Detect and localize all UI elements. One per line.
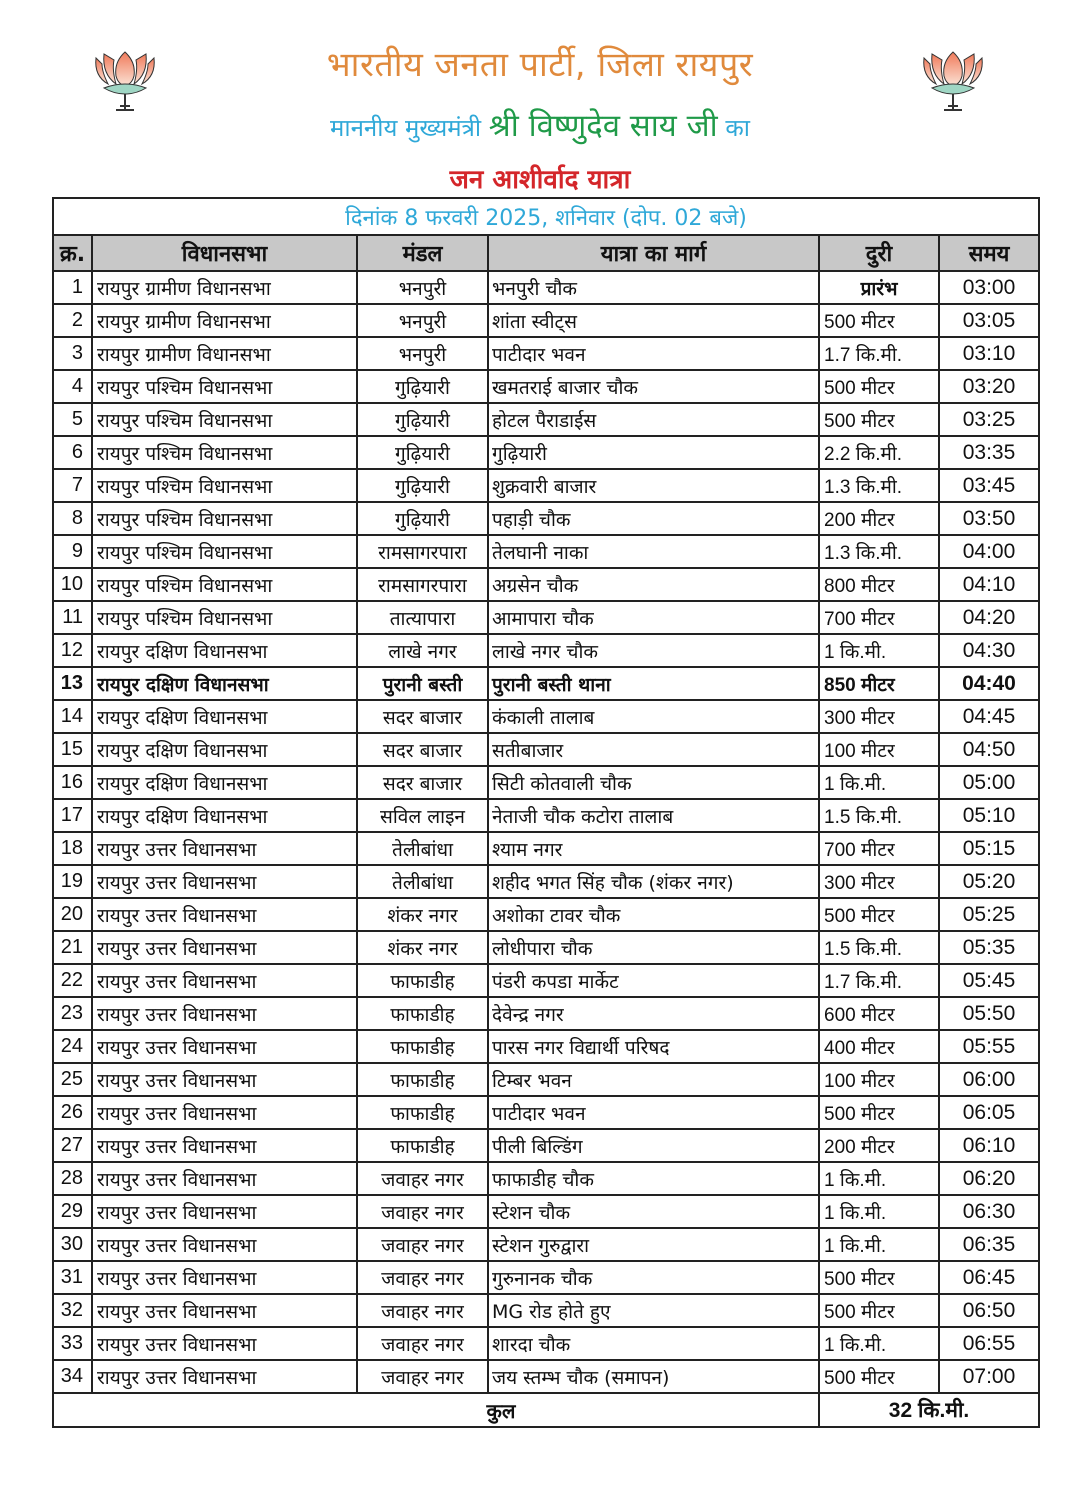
table-row [53,1195,1039,1228]
distance-cell: 1 कि.मी. [819,766,939,799]
serial-cell: 4 [53,370,92,403]
table-row [53,403,1039,436]
serial-cell: 5 [53,403,92,436]
serial-cell: 16 [53,766,92,799]
distance-cell: 800 मीटर [819,568,939,601]
vidhansabha-cell: रायपुर उत्तर विधानसभा [92,1063,357,1096]
distance-cell: 1.7 कि.मी. [819,964,939,997]
mandal-cell: गुढ़ियारी [357,502,488,535]
distance-cell: 300 मीटर [819,700,939,733]
distance-cell: 700 मीटर [819,832,939,865]
mandal-cell: फाफाडीह [357,964,488,997]
time-cell: 06:55 [939,1327,1039,1360]
table-row [53,1228,1039,1261]
route-cell: स्टेशन गुरुद्वारा [488,1228,819,1261]
distance-cell: 1.5 कि.मी. [819,931,939,964]
mandal-cell: जवाहर नगर [357,1327,488,1360]
time-cell: 06:05 [939,1096,1039,1129]
vidhansabha-cell: रायपुर दक्षिण विधानसभा [92,799,357,832]
mandal-cell: भनपुरी [357,337,488,370]
mandal-cell: तेलीबांधा [357,865,488,898]
serial-cell: 10 [53,568,92,601]
serial-cell: 27 [53,1129,92,1162]
subtitle-prefix: माननीय मुख्यमंत्री [330,114,482,142]
serial-cell: 21 [53,931,92,964]
vidhansabha-cell: रायपुर पश्चिम विधानसभा [92,469,357,502]
vidhansabha-cell: रायपुर उत्तर विधानसभा [92,1294,357,1327]
time-cell: 04:30 [939,634,1039,667]
vidhansabha-cell: रायपुर ग्रामीण विधानसभा [92,337,357,370]
route-cell: लाखे नगर चौक [488,634,819,667]
vidhansabha-cell: रायपुर उत्तर विधानसभा [92,1327,357,1360]
time-cell: 03:20 [939,370,1039,403]
vidhansabha-cell: रायपुर पश्चिम विधानसभा [92,403,357,436]
time-cell: 05:15 [939,832,1039,865]
distance-cell: 500 मीटर [819,898,939,931]
distance-cell: 1 कि.मी. [819,1327,939,1360]
distance-cell: 500 मीटर [819,1261,939,1294]
mandal-cell: सदर बाजार [357,766,488,799]
distance-cell: 1 कि.मी. [819,1162,939,1195]
vidhansabha-cell: रायपुर ग्रामीण विधानसभा [92,271,357,304]
distance-cell: 1.5 कि.मी. [819,799,939,832]
table-row [53,370,1039,403]
serial-cell: 13 [53,667,92,700]
serial-cell: 31 [53,1261,92,1294]
table-row [53,1030,1039,1063]
serial-cell: 29 [53,1195,92,1228]
route-cell: पाटीदार भवन [488,337,819,370]
table-row [53,502,1039,535]
table-row [53,1327,1039,1360]
mandal-cell: सदर बाजार [357,700,488,733]
vidhansabha-cell: रायपुर दक्षिण विधानसभा [92,733,357,766]
table-row [53,1294,1039,1327]
vidhansabha-cell: रायपुर पश्चिम विधानसभा [92,502,357,535]
table-row [53,1129,1039,1162]
table-row [53,568,1039,601]
serial-cell: 7 [53,469,92,502]
time-cell: 05:00 [939,766,1039,799]
time-cell: 03:25 [939,403,1039,436]
route-cell: गुढ़ियारी [488,436,819,469]
serial-cell: 26 [53,1096,92,1129]
vidhansabha-cell: रायपुर दक्षिण विधानसभा [92,766,357,799]
route-cell: शांता स्वीट्स [488,304,819,337]
time-cell: 03:35 [939,436,1039,469]
mandal-cell: फाफाडीह [357,1129,488,1162]
time-cell: 03:10 [939,337,1039,370]
distance-cell: 100 मीटर [819,1063,939,1096]
mandal-cell: जवाहर नगर [357,1294,488,1327]
mandal-cell: जवाहर नगर [357,1195,488,1228]
table-row [53,799,1039,832]
distance-cell: 1 कि.मी. [819,1228,939,1261]
vidhansabha-cell: रायपुर उत्तर विधानसभा [92,997,357,1030]
route-cell: जय स्तम्भ चौक (समापन) [488,1360,819,1393]
column-header-mandal: मंडल [357,235,488,271]
vidhansabha-cell: रायपुर उत्तर विधानसभा [92,1030,357,1063]
route-cell: देवेन्द्र नगर [488,997,819,1030]
mandal-cell: फाफाडीह [357,1096,488,1129]
serial-cell: 33 [53,1327,92,1360]
time-cell: 06:10 [939,1129,1039,1162]
serial-cell: 2 [53,304,92,337]
mandal-cell: फाफाडीह [357,997,488,1030]
serial-cell: 8 [53,502,92,535]
time-cell: 05:10 [939,799,1039,832]
table-row [53,700,1039,733]
vidhansabha-cell: रायपुर पश्चिम विधानसभा [92,601,357,634]
route-cell: श्याम नगर [488,832,819,865]
table-row [53,931,1039,964]
vidhansabha-cell: रायपुर उत्तर विधानसभा [92,898,357,931]
serial-cell: 6 [53,436,92,469]
route-cell: नेताजी चौक कटोरा तालाब [488,799,819,832]
vidhansabha-cell: रायपुर उत्तर विधानसभा [92,865,357,898]
time-cell: 06:45 [939,1261,1039,1294]
column-header-serial: क्र. [53,235,92,271]
time-cell: 04:50 [939,733,1039,766]
mandal-cell: गुढ़ियारी [357,370,488,403]
route-cell: टिम्बर भवन [488,1063,819,1096]
vidhansabha-cell: रायपुर उत्तर विधानसभा [92,1096,357,1129]
date-line: दिनांक 8 फरवरी 2025, शनिवार (दोप. 02 बजे) [53,198,1039,235]
route-cell: अग्रसेन चौक [488,568,819,601]
route-cell: MG रोड होते हुए [488,1294,819,1327]
serial-cell: 24 [53,1030,92,1063]
serial-cell: 20 [53,898,92,931]
mandal-cell: फाफाडीह [357,1030,488,1063]
table-row [53,733,1039,766]
time-cell: 05:25 [939,898,1039,931]
route-cell: सतीबाजार [488,733,819,766]
route-cell: गुरुनानक चौक [488,1261,819,1294]
route-cell: लोधीपारा चौक [488,931,819,964]
mandal-cell: तेलीबांधा [357,832,488,865]
table-row [53,337,1039,370]
vidhansabha-cell: रायपुर पश्चिम विधानसभा [92,436,357,469]
time-cell: 05:20 [939,865,1039,898]
route-cell: पाटीदार भवन [488,1096,819,1129]
serial-cell: 18 [53,832,92,865]
distance-cell: 200 मीटर [819,502,939,535]
distance-cell: 500 मीटर [819,304,939,337]
route-cell: शुक्रवारी बाजार [488,469,819,502]
serial-cell: 12 [53,634,92,667]
time-cell: 06:30 [939,1195,1039,1228]
vidhansabha-cell: रायपुर दक्षिण विधानसभा [92,634,357,667]
total-label: कुल [53,1393,819,1427]
time-cell: 06:35 [939,1228,1039,1261]
serial-cell: 11 [53,601,92,634]
serial-cell: 3 [53,337,92,370]
time-cell: 04:20 [939,601,1039,634]
route-cell: होटल पैराडाईस [488,403,819,436]
vidhansabha-cell: रायपुर उत्तर विधानसभा [92,1261,357,1294]
time-cell: 07:00 [939,1360,1039,1393]
vidhansabha-cell: रायपुर पश्चिम विधानसभा [92,535,357,568]
serial-cell: 1 [53,271,92,304]
table-row [53,1360,1039,1393]
table-row [53,898,1039,931]
column-header-vidhansabha: विधानसभा [92,235,357,271]
distance-cell: 300 मीटर [819,865,939,898]
distance-cell: 100 मीटर [819,733,939,766]
distance-cell: 1 कि.मी. [819,1195,939,1228]
vidhansabha-cell: रायपुर उत्तर विधानसभा [92,1195,357,1228]
time-cell: 04:45 [939,700,1039,733]
time-cell: 03:50 [939,502,1039,535]
table-row [53,865,1039,898]
table-row [53,271,1039,304]
column-header-distance: दुरी [819,235,939,271]
vidhansabha-cell: रायपुर दक्षिण विधानसभा [92,700,357,733]
route-cell: सिटी कोतवाली चौक [488,766,819,799]
time-cell: 03:00 [939,271,1039,304]
distance-cell: 1 कि.मी. [819,634,939,667]
total-value: 32 कि.मी. [819,1393,1039,1427]
mandal-cell: फाफाडीह [357,1063,488,1096]
serial-cell: 32 [53,1294,92,1327]
time-cell: 04:40 [939,667,1039,700]
time-cell: 06:20 [939,1162,1039,1195]
mandal-cell: जवाहर नगर [357,1261,488,1294]
distance-cell: 850 मीटर [819,667,939,700]
table-row [53,667,1039,700]
distance-cell: 500 मीटर [819,403,939,436]
mandal-cell: शंकर नगर [357,898,488,931]
vidhansabha-cell: रायपुर दक्षिण विधानसभा [92,667,357,700]
route-table [52,197,1040,1428]
mandal-cell: सविल लाइन [357,799,488,832]
mandal-cell: गुढ़ियारी [357,403,488,436]
serial-cell: 9 [53,535,92,568]
table-row [53,766,1039,799]
vidhansabha-cell: रायपुर उत्तर विधानसभा [92,832,357,865]
vidhansabha-cell: रायपुर पश्चिम विधानसभा [92,568,357,601]
distance-cell: 200 मीटर [819,1129,939,1162]
table-row [53,469,1039,502]
distance-cell: 600 मीटर [819,997,939,1030]
vidhansabha-cell: रायपुर ग्रामीण विधानसभा [92,304,357,337]
column-header-time: समय [939,235,1039,271]
distance-cell: 1.3 कि.मी. [819,535,939,568]
table-row [53,634,1039,667]
serial-cell: 34 [53,1360,92,1393]
mandal-cell: रामसागरपारा [357,535,488,568]
table-row [53,964,1039,997]
distance-cell: 400 मीटर [819,1030,939,1063]
table-row [53,436,1039,469]
mandal-cell: जवाहर नगर [357,1360,488,1393]
route-cell: तेलघानी नाका [488,535,819,568]
table-row [53,304,1039,337]
distance-cell: 1.7 कि.मी. [819,337,939,370]
table-row [53,535,1039,568]
mandal-cell: गुढ़ियारी [357,469,488,502]
time-cell: 05:50 [939,997,1039,1030]
distance-cell: 500 मीटर [819,1096,939,1129]
serial-cell: 28 [53,1162,92,1195]
distance-cell: 500 मीटर [819,370,939,403]
column-header-route: यात्रा का मार्ग [488,235,819,271]
table-row [53,1096,1039,1129]
mandal-cell: गुढ़ियारी [357,436,488,469]
route-cell: खमतराई बाजार चौक [488,370,819,403]
serial-cell: 30 [53,1228,92,1261]
route-cell: स्टेशन चौक [488,1195,819,1228]
vidhansabha-cell: रायपुर उत्तर विधानसभा [92,1228,357,1261]
distance-cell: 1.3 कि.मी. [819,469,939,502]
route-cell: पंडरी कपडा मार्केट [488,964,819,997]
mandal-cell: पुरानी बस्ती [357,667,488,700]
mandal-cell: सदर बाजार [357,733,488,766]
route-cell: शहीद भगत सिंह चौक (शंकर नगर) [488,865,819,898]
distance-cell: 700 मीटर [819,601,939,634]
mandal-cell: तात्यापारा [357,601,488,634]
mandal-cell: भनपुरी [357,271,488,304]
route-cell: पुरानी बस्ती थाना [488,667,819,700]
mandal-cell: भनपुरी [357,304,488,337]
event-title: जन आशीर्वाद यात्रा [449,165,631,195]
distance-cell: 500 मीटर [819,1360,939,1393]
vidhansabha-cell: रायपुर उत्तर विधानसभा [92,964,357,997]
time-cell: 03:05 [939,304,1039,337]
time-cell: 05:55 [939,1030,1039,1063]
time-cell: 05:35 [939,931,1039,964]
route-cell: भनपुरी चौक [488,271,819,304]
route-cell: पीली बिल्डिंग [488,1129,819,1162]
time-cell: 03:45 [939,469,1039,502]
serial-cell: 14 [53,700,92,733]
time-cell: 04:10 [939,568,1039,601]
vidhansabha-cell: रायपुर उत्तर विधानसभा [92,1162,357,1195]
serial-cell: 22 [53,964,92,997]
mandal-cell: शंकर नगर [357,931,488,964]
serial-cell: 15 [53,733,92,766]
route-cell: पहाड़ी चौक [488,502,819,535]
distance-cell: 2.2 कि.मी. [819,436,939,469]
mandal-cell: जवाहर नगर [357,1162,488,1195]
time-cell: 06:00 [939,1063,1039,1096]
vidhansabha-cell: रायपुर पश्चिम विधानसभा [92,370,357,403]
route-cell: शारदा चौक [488,1327,819,1360]
time-cell: 05:45 [939,964,1039,997]
distance-cell: 500 मीटर [819,1294,939,1327]
distance-cell: प्रारंभ [819,271,939,304]
serial-cell: 17 [53,799,92,832]
vidhansabha-cell: रायपुर उत्तर विधानसभा [92,931,357,964]
table-row [53,1261,1039,1294]
table-row [53,832,1039,865]
cm-name: श्री विष्णुदेव साय जी [488,108,718,144]
route-cell: कंकाली तालाब [488,700,819,733]
serial-cell: 19 [53,865,92,898]
mandal-cell: लाखे नगर [357,634,488,667]
time-cell: 06:50 [939,1294,1039,1327]
mandal-cell: जवाहर नगर [357,1228,488,1261]
table-row [53,1063,1039,1096]
route-cell: अशोका टावर चौक [488,898,819,931]
vidhansabha-cell: रायपुर उत्तर विधानसभा [92,1360,357,1393]
table-row [53,997,1039,1030]
vidhansabha-cell: रायपुर उत्तर विधानसभा [92,1129,357,1162]
org-title: भारतीय जनता पार्टी, जिला रायपुर [326,45,754,85]
subtitle [0,104,1080,146]
serial-cell: 25 [53,1063,92,1096]
subtitle-suffix: का [725,114,750,142]
table-row [53,1162,1039,1195]
time-cell: 04:00 [939,535,1039,568]
table-row [53,601,1039,634]
route-cell: आमापारा चौक [488,601,819,634]
route-cell: पारस नगर विद्यार्थी परिषद [488,1030,819,1063]
route-cell: फाफाडीह चौक [488,1162,819,1195]
mandal-cell: रामसागरपारा [357,568,488,601]
serial-cell: 23 [53,997,92,1030]
